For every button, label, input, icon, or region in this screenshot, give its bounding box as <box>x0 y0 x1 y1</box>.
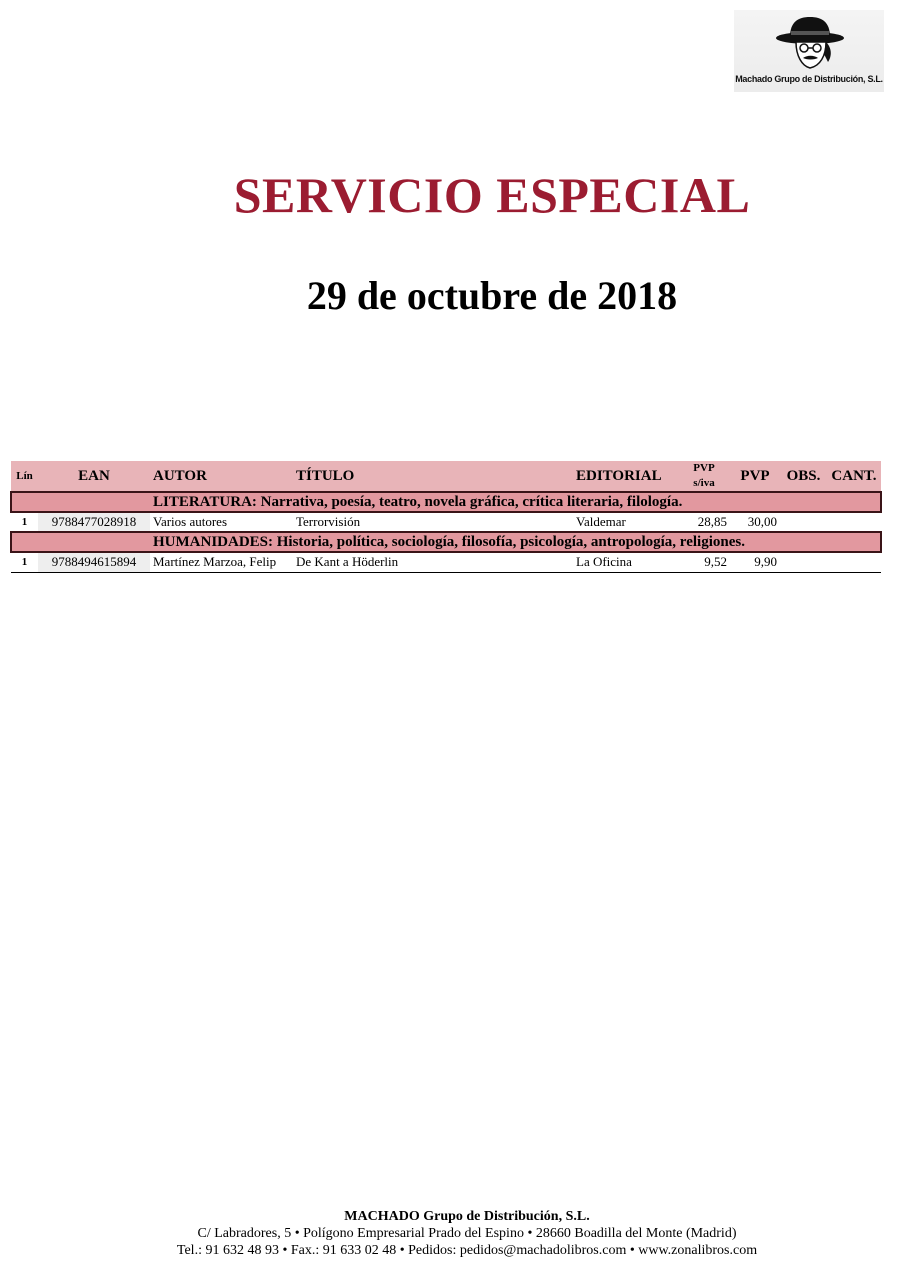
header-pvp-siva-line2: s/iva <box>693 477 715 489</box>
header-lin: Lín <box>16 470 33 482</box>
cell-pvp-siva: 28,85 <box>697 514 727 529</box>
cell-ean: 9788477028918 <box>38 512 150 532</box>
cell-pvp: 30,00 <box>747 514 777 529</box>
page-date: 29 de octubre de 2018 <box>306 273 678 318</box>
cell-obs <box>780 552 827 572</box>
header-titulo: TÍTULO <box>296 467 355 484</box>
header-pvp: PVP <box>740 467 770 484</box>
cell-autor: Martínez Marzoa, Felip <box>153 554 277 570</box>
cell-cant <box>827 552 881 572</box>
category-row-literatura <box>11 492 881 512</box>
catalog-table-wrapper <box>10 461 880 573</box>
cell-editorial: La Oficina <box>576 554 632 570</box>
cell-titulo: Terrorvisión <box>296 514 361 529</box>
cell-editorial: Valdemar <box>576 514 626 529</box>
table-row <box>11 552 881 572</box>
category-label: HUMANIDADES: Historia, política, sociología, filosofía, psicología, antropología, religiones. <box>11 532 881 552</box>
table-header-row <box>11 461 881 492</box>
page-footer <box>0 1208 906 1259</box>
cell-ean: 9788494615894 <box>38 552 150 572</box>
footer-address: C/ Labradores, 5 • Polígono Empresarial Prado del Espino • 28660 Boadilla del Monte (Madrid) <box>197 1226 737 1241</box>
cell-pvp: 9,90 <box>754 554 777 570</box>
category-label: LITERATURA: Narrativa, poesía, teatro, novela gráfica, crítica literaria, filología. <box>11 492 881 512</box>
table-row <box>11 512 881 532</box>
hat-face-icon <box>770 14 850 74</box>
page-title: SERVICIO ESPECIAL <box>233 167 751 223</box>
cell-titulo: De Kant a Höderlin <box>296 554 399 570</box>
header-pvp-siva-line1: PVP <box>693 462 715 474</box>
company-logo <box>734 10 884 92</box>
footer-contact: Tel.: 91 632 48 93 • Fax.: 91 633 02 48 • Pedidos: pedidos@machadolibros.com • www.zonalibros.com <box>176 1243 758 1258</box>
cell-pvp-siva: 9,52 <box>704 554 727 570</box>
header-obs: OBS. <box>786 467 821 484</box>
cell-lin: 1 <box>21 556 28 569</box>
category-row-humanidades <box>11 532 881 552</box>
header-cant: CANT. <box>831 467 877 484</box>
footer-company: MACHADO Grupo de Distribución, S.L. <box>344 1209 590 1224</box>
header-editorial: EDITORIAL <box>576 467 662 484</box>
cell-autor: Varios autores <box>153 514 228 529</box>
cell-lin: 1 <box>21 516 28 528</box>
logo-text: Machado Grupo de Distribución, S.L. <box>735 74 883 84</box>
catalog-table <box>10 461 882 573</box>
cell-obs <box>780 512 827 532</box>
header-pvp-siva <box>678 461 730 492</box>
header-ean: EAN <box>78 467 110 484</box>
header-autor: AUTOR <box>153 467 207 484</box>
cell-cant <box>827 512 881 532</box>
